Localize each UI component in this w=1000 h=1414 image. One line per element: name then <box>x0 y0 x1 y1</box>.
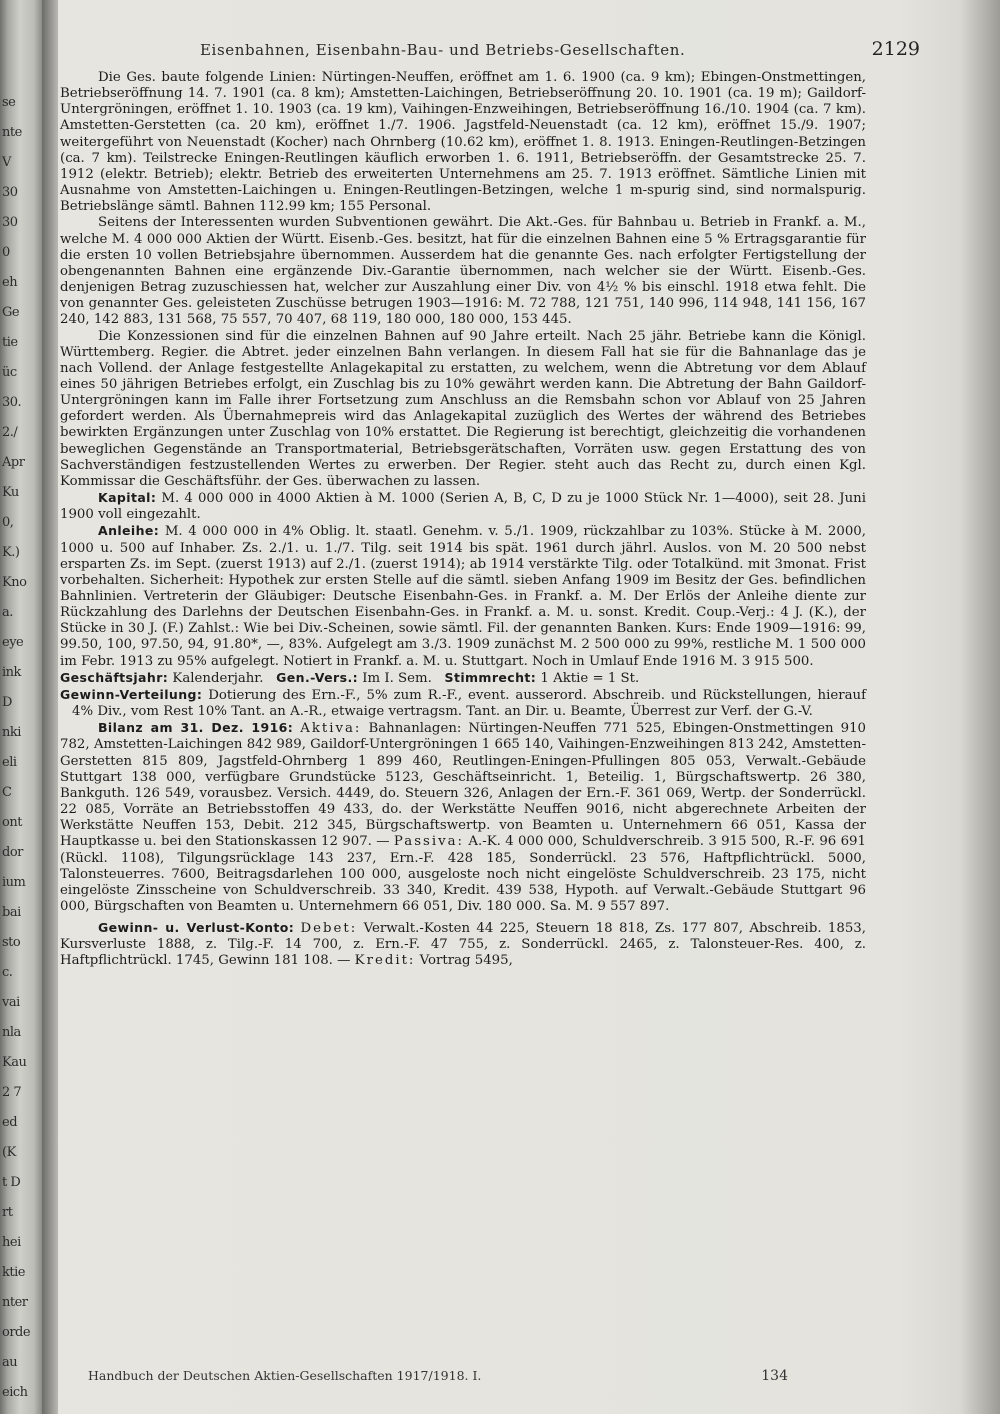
binding-fragment: ed <box>2 1115 18 1130</box>
section-gewinnverteilung <box>60 687 866 720</box>
section-meta <box>60 670 866 687</box>
binding-fragment: üc <box>2 365 17 380</box>
footer-source: Handbuch der Deutschen Aktien-Gesellschaften 1917/1918. I. <box>88 1368 482 1383</box>
page-number: 2129 <box>871 38 920 60</box>
binding-fold-shadow <box>42 0 58 1414</box>
anleihe-label: Anleihe: <box>98 523 160 539</box>
binding-fragment: 0 <box>2 245 10 260</box>
footer-sheet-number: 134 <box>761 1368 788 1384</box>
binding-fragment: 30. <box>2 395 22 410</box>
binding-fragment: (K <box>2 1145 16 1160</box>
binding-fragment: 30 <box>2 215 18 230</box>
binding-fragment: bai <box>2 905 21 920</box>
binding-fragment: orde <box>2 1325 31 1340</box>
debet-word: Debet: <box>300 921 358 937</box>
binding-fragment: ont <box>2 815 22 830</box>
binding-fragment: 2./ <box>2 425 18 440</box>
binding-fragment: Apr <box>2 455 25 470</box>
stimmrecht-label: Stimmrecht: <box>444 669 537 685</box>
binding-fragment: rt <box>2 1205 13 1220</box>
binding-fragment: sto <box>2 935 21 950</box>
geschaeftsjahr-text: Kalenderjahr. <box>172 670 264 686</box>
guv-label: Gewinn- u. Verlust-Konto: <box>98 920 295 936</box>
anleihe-text: M. 4 000 000 in 4% Oblig. lt. staatl. Genehm. v. 5./1. 1909, rückzahlbar zu 103%. Stücke à M. 2000, 1000 u. 500 auf Inhaber. Zs. 2./1. u. 1./7. Tilg. seit 1914 bis spät. 1961 durch jährl. Auslos. von M. 20 500 nebst ersparten Zs. im Sept. (zuerst 1913) auf 2./1. (zuerst 1914); ab 1914 verstärkte Tilg. oder Totalkünd. mit 3monat. Frist vorbehalten. Sicherheit: Hypothek zur ersten Stelle auf die sämtl. sieben Anfang 1909 im Besitz der Ges. befindlichen Bahnlinien. Vertreterin der Gläubiger: Deutsche Eisenbahn-Ges. in Frankf. a. M. Der Erlös der Anleihe diente zur Rückzahlung des Darlehns der Deutschen Eisenbahn-Ges. in Frankf. a. M. u. sonst. Kredit. Coup.-Verj.: 4 J. (K.), der Stücke in 30 J. (F.) Zahlst.: Wie bei Div.-Scheinen, sowie sämtl. Fil. der genannten Banken. Kurs: Ende 1909—1916: 99, 99.50, 100, 97.50, 94, 91.80*, —, 83%. Aufgelegt am 3./3. 1909 zunächst M. 2 500 000 zu 99%, restliche M. 1 500 000 im Febr. 1913 zu 95% aufgelegt. Notiert in Frankf. a. M. u. Stuttgart. Noch in Umlauf Ende 1916 M. 3 915 500. <box>60 524 866 669</box>
binding-fragment: V <box>2 155 11 170</box>
binding-fragment: Ku <box>2 485 19 500</box>
binding-fragment: vai <box>2 995 20 1010</box>
binding-fragment: au <box>2 1355 18 1370</box>
binding-fragment: c. <box>2 965 13 980</box>
debet-text: Verwalt.-Kosten 44 225, Steuern 18 818, Zs. 177 807, Abschreib. 1853, Kursverluste 1888, z. Tilg.-F. 14 700, z. Ern.-F. 47 755, z. Sonderrückl. 2465, z. Talonsteuer-Res. 400, z. Haftpflichtrückl. 1745, Gewinn 181 108. — <box>60 921 866 969</box>
binding-fragment: eich <box>2 1385 28 1400</box>
binding-fragment: nter <box>2 1295 28 1310</box>
binding-fragment: ink <box>2 665 21 680</box>
section-guv <box>60 920 866 969</box>
kapital-label: Kapital: <box>98 490 157 506</box>
binding-fragment: nki <box>2 725 21 740</box>
paragraph-lines: Die Ges. baute folgende Linien: Nürtingen-Neuffen, eröffnet am 1. 6. 1900 (ca. 9 km); Ebingen-Onstmettingen, Betriebseröffnung 14. 7. 1901 (ca. 8 km); Amstetten-Laichingen, Betriebseröffnung 20. 10. 1901 (ca. 19 m); Gaildorf-Untergröningen, eröffnet 1. 10. 1903 (ca. 19 km), Vaihingen-Enzweihingen, Betriebseröffnung 16./10. 1904 (ca. 7 km). Amstetten-Gerstetten (ca. 20 km), eröffnet 1./7. 1906. Jagstfeld-Neuenstadt (ca. 12 km), eröffnet 15./9. 1907; weitergeführt von Neuenstadt (Kocher) nach Ohrnberg (10.62 km), eröffnet 1. 8. 1913. Eningen-Reutlingen-Betzingen (ca. 7 km). Teilstrecke Eningen-Reutlingen käuflich erworben 1. 6. 1911, Betriebseröffn. der Gesamtstrecke 25. 7. 1912 (elektr. Betrieb); elektr. Betrieb des erweiterten Unternehmens am 25. 7. 1913 eröffnet. Sämtliche Linien mit Ausnahme von Amstetten-Laichingen u. Eningen-Reutlingen-Betzingen, welche 1 m-spurig sind, sind normalspurig. Betriebslänge sämtl. Bahnen 112.99 km; 155 Personal. <box>60 70 866 215</box>
binding-fragment: ktie <box>2 1265 25 1280</box>
binding-fragment: D <box>2 695 12 710</box>
binding-fragment: se <box>2 95 16 110</box>
passiva-word: Passiva: <box>393 834 465 850</box>
binding-fragment: hei <box>2 1235 21 1250</box>
binding-fragment: nte <box>2 125 22 140</box>
article-body <box>60 70 866 970</box>
binding-fragment: tie <box>2 335 18 350</box>
aktiva-text: Bahnanlagen: Nürtingen-Neuffen 771 525, Ebingen-Onstmettingen 910 782, Amstetten-Laichingen 842 989, Gaildorf-Untergröningen 1 665 140, Vaihingen-Enzweihingen 813 242, Amstetten-Gerstetten 815 809, Jagstfeld-Ohrnberg 1 899 460, Reutlingen-Eningen-Pfullingen 805 053, Verwalt.-Gebäude Stuttgart 138 000, verfügbare Grundstücke 5123, Geschäftseinricht. 1, Beteilig. 1, Bürgschaftswertp. 26 380, Bankguth. 126 549, vorausbez. Versich. 4449, do. Steuern 326, Anlagen der Ern.-F. 361 069, Wertp. der Sonderrückl. 22 085, Vorräte an Betriebsstoffen 49 433, do. der Werkstätte Neuffen 9016, nicht abgerechnete Arbeiten der Werkstätte Neuffen 153, Debit. 212 345, Bürgschaftswertp. von Beamten u. Unternehmern 66 051, Kassa der Hauptkasse u. bei den Stationskassen 12 907. — <box>60 721 866 850</box>
adjacent-page-edge <box>0 0 42 1414</box>
binding-fragment: eh <box>2 275 18 290</box>
paragraph-subventions: Seitens der Interessenten wurden Subventionen gewährt. Die Akt.-Ges. für Bahnbau u. Betrieb in Frankf. a. M., welche M. 4 000 000 Aktien der Württ. Eisenb.-Ges. besitzt, hat für die einzelnen Bahnen eine 5 % Ertragsgarantie für die ersten 10 vollen Betriebsjahre übernommen. Ausserdem hat die genannte Ges. nach erfolgter Fertigstellung der obengenannten Bahnen eine ergänzende Div.-Garantie übernommen, nach welcher sie der Württ. Eisenb.-Ges. denjenigen Betrag zuzuschiessen hat, welcher zur Auszahlung einer Div. von 4½ % bis einschl. 1918 etwa fehlt. Die von genannter Ges. geleisteten Zuschüsse betrugen 1903—1916: M. 72 788, 121 751, 140 996, 114 948, 141 156, 167 240, 142 883, 131 568, 75 557, 70 407, 68 119, 180 000, 180 000, 153 445. <box>60 215 866 328</box>
binding-fragment: nla <box>2 1025 21 1040</box>
binding-fragment: t D <box>2 1175 21 1190</box>
paragraph-concessions: Die Konzessionen sind für die einzelnen Bahnen auf 90 Jahre erteilt. Nach 25 jähr. Betriebe kann die Königl. Württemberg. Regier. die Abtret. jeder einzelnen Bahn verlangen. In diesem Fall hat sie für die Bahnanlage das je nach Vollend. der Anlage festgestellte Anlagekapital zu erstatten, zu welchem, wenn die Abtretung vor dem Ablauf eines 50 jährigen Betriebes erfolgt, ein Zuschlag bis zu 10% gewährt werden kann. Die Abtretung der Bahn Gaildorf-Untergröningen kann im Falle ihrer Fortsetzung zum Anschluss an die Remsbahn schon vor Ablauf von 25 Jahren gefordert werden. Als Übernahmepreis wird das Anlagekapital zuzüglich des Wertes der während des Betriebes bewirkten Ergänzungen unter Zuschlag von 10% erstattet. Die Regierung ist berechtigt, gleichzeitig die vorhandenen beweglichen Gegenstände an Transportmaterial, Betriebsgerätschaften, Vorräten usw. gegen Erstattung des von Sachverständigen festzustellenden Wertes zu erwerben. Der Regier. steht auch das Recht zu, durch einen Kgl. Kommissar die Geschäftsführ. der Ges. überwachen zu lassen. <box>60 328 866 489</box>
binding-fragment: Kau <box>2 1055 27 1070</box>
stimmrecht-text: 1 Aktie = 1 St. <box>540 670 640 686</box>
binding-fragment: eye <box>2 635 24 650</box>
kredit-text: Vortrag 5495, <box>419 953 513 969</box>
binding-fragment: eli <box>2 755 17 770</box>
kredit-word: Kredit: <box>354 953 416 969</box>
binding-fragment: dor <box>2 845 23 860</box>
bilanz-label: Bilanz am 31. Dez. 1916: <box>98 720 294 736</box>
aktiva-word: Aktiva: <box>300 721 362 737</box>
genvers-label: Gen.-Vers.: <box>276 669 359 685</box>
binding-fragment: 30 <box>2 185 18 200</box>
geschaeftsjahr-label: Geschäftsjahr: <box>60 669 169 685</box>
binding-fragment: a. <box>2 605 13 620</box>
binding-fragment: Kno <box>2 575 27 590</box>
kapital-text: M. 4 000 000 in 4000 Aktien à M. 1000 (Serien A, B, C, D zu je 1000 Stück Nr. 1—4000), seit 28. Juni 1900 voll eingezahlt. <box>60 491 866 523</box>
binding-fragment: K.) <box>2 545 20 560</box>
section-anleihe <box>60 523 866 669</box>
binding-fragment: 0, <box>2 515 14 530</box>
binding-fragment: 2 7 <box>2 1085 22 1100</box>
running-header <box>200 38 920 60</box>
binding-fragment: C <box>2 785 12 800</box>
gewinnverteilung-text: Dotierung des Ern.-F., 5% zum R.-F., event. ausserord. Abschreib. und Rückstellungen, hierauf 4% Div., vom Rest 10% Tant. an A.-R., etwaige vertragsm. Tant. an Dir. u. Beamte, Überrest zur Verf. der G.-V. <box>72 687 867 720</box>
binding-fragment: ium <box>2 875 26 890</box>
section-bilanz <box>60 720 866 915</box>
genvers-text: Im I. Sem. <box>362 670 432 686</box>
passiva-text: A.-K. 4 000 000, Schuldverschreib. 3 915 500, R.-F. 96 691 (Rückl. 1108), Tilgungsrücklage 143 237, Ern.-F. 428 185, Sonderrückl. 23 576, Haftpflichtrückl. 5000, Talonsteuerres. 7600, Beitragsdarlehen 100 000, ausgeloste noch nicht eingelöste Schuldverschreib. 23 175, nicht eingelöste Zinsscheine von Schuldverschreib. 33 340, Kredit. 439 538, Hypoth. auf Verwalt.-Gebäude Stuttgart 96 000, Bürgschaften von Beamten u. Unternehmern 66 051, Div. 180 000. Sa. M. 9 557 897. <box>60 834 866 914</box>
gewinnverteilung-label: Gewinn-Verteilung: <box>60 686 203 702</box>
binding-fragment: Ge <box>2 305 20 320</box>
section-kapital <box>60 490 866 523</box>
page-footer <box>88 1368 788 1384</box>
running-title: Eisenbahnen, Eisenbahn-Bau- und Betriebs-Gesellschaften. <box>200 41 686 59</box>
